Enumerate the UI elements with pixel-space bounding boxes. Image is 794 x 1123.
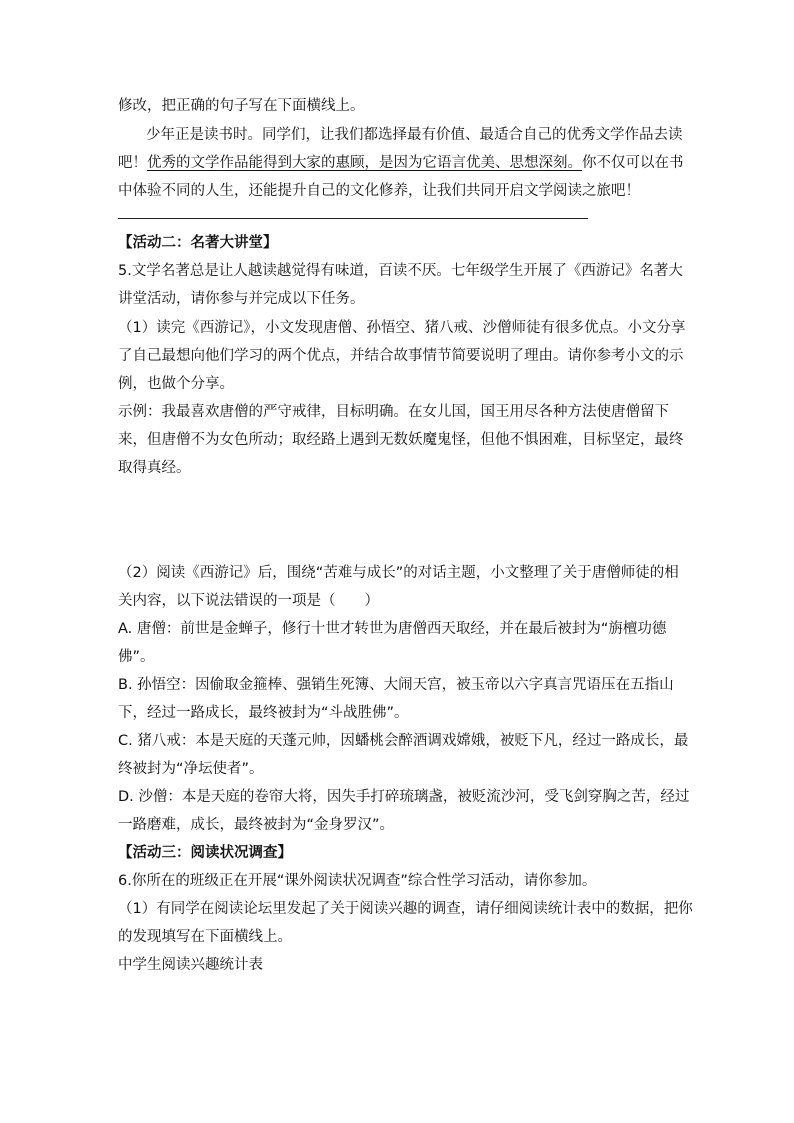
- q6-line: 6.你所在的班级正在开展“课外阅读状况调查”综合性学习活动，请你参加。: [118, 873, 597, 889]
- option-d-line-1: D. 沙僧：本是天庭的卷帘大将，因失手打碎琉璃盏，被贬流沙河，受飞剑穿胸之苦，经过: [118, 789, 690, 805]
- q5-part1-line-3: 例，也做个分享。: [118, 376, 234, 392]
- option-b-line-2: 下，经过一路成长，最终被封为“斗战胜佛”。: [118, 705, 409, 721]
- option-b-line-1: B. 孙悟空：因偷取金箍棒、强销生死簿、大闹天宫，被玉帝以六字真言咒语压在五指山: [118, 677, 674, 693]
- example-line-3: 取得真经。: [118, 460, 191, 476]
- activity2-heading: 【活动二：名著大讲堂】: [118, 235, 278, 251]
- q6-part1-line-2: 的发现填写在下面横线上。: [118, 929, 292, 945]
- example-line-2: 来，但唐僧不为女色所动；取经路上遇到无数妖魔鬼怪，但他不惧困难，目标坚定，最终: [118, 432, 684, 448]
- q6-part1-line-1: （1）有同学在阅读论坛里发起了关于阅读兴趣的调查，请仔细阅读统计表中的数据，把你: [118, 901, 693, 917]
- intro-line-3-prefix: 吧！: [118, 155, 147, 171]
- intro-line-2: 少年正是读书时。同学们，让我们都选择最有价值、最适合自己的优秀文学作品去读: [146, 127, 683, 143]
- intro-line-3-suffix: 你不仅可以在书: [582, 155, 684, 171]
- q5-line-1: 5.文学名著总是让人越读越觉得有味道，百读不厌。七年级学生开展了《西游记》名著大: [118, 263, 683, 279]
- q5-line-2: 讲堂活动，请你参与并完成以下任务。: [118, 291, 365, 307]
- intro-line-3: [118, 153, 684, 173]
- option-c-line-2: 终被封为“净坛使者”。: [118, 761, 264, 777]
- option-c-line-1: C. 猪八戒：本是天庭的天蓬元帅，因蟠桃会醉酒调戏嫦娥，被贬下凡，经过一路成长，最: [118, 733, 689, 749]
- table-title: 中学生阅读兴趣统计表: [118, 957, 263, 973]
- answer-line: [118, 218, 588, 219]
- intro-line-1: 修改，把正确的句子写在下面横线上。: [118, 98, 365, 114]
- q5-part1-line-2: 了自己最想向他们学习的两个优点，并结合故事情节简要说明了理由。请你参考小文的示: [118, 348, 684, 364]
- underlined-sentence: 优秀的文学作品能得到大家的惠顾，是因为它语言优美、思想深刻。: [147, 155, 582, 171]
- option-a-line-2: 佛”。: [118, 649, 155, 665]
- activity3-heading: 【活动三：阅读状况调查】: [118, 845, 292, 861]
- q5-part2-line-1: （2）阅读《西游记》后，围绕“苦难与成长”的对话主题，小文整理了关于唐僧师徒的相: [118, 565, 679, 581]
- intro-line-4: 中体验不同的人生，还能提升自己的文化修养，让我们共同开启文学阅读之旅吧！: [118, 183, 640, 199]
- example-line-1: 示例：我最喜欢唐僧的严守戒律，目标明确。在女儿国，国王用尽各种方法使唐僧留下: [118, 404, 669, 420]
- option-d-line-2: 一路磨难，成长，最终被封为“金身罗汉”。: [118, 817, 395, 833]
- q5-part1-line-1: （1）读完《西游记》，小文发现唐僧、孙悟空、猪八戒、沙僧师徒有很多优点。小文分享: [118, 320, 686, 336]
- option-a-line-1: A. 唐僧：前世是金蝉子，修行十世才转世为唐僧西天取经，并在最后被封为“旃檀功德: [118, 621, 667, 637]
- q5-part2-line-2: 关内容，以下说法错误的一项是（ ）: [118, 593, 379, 609]
